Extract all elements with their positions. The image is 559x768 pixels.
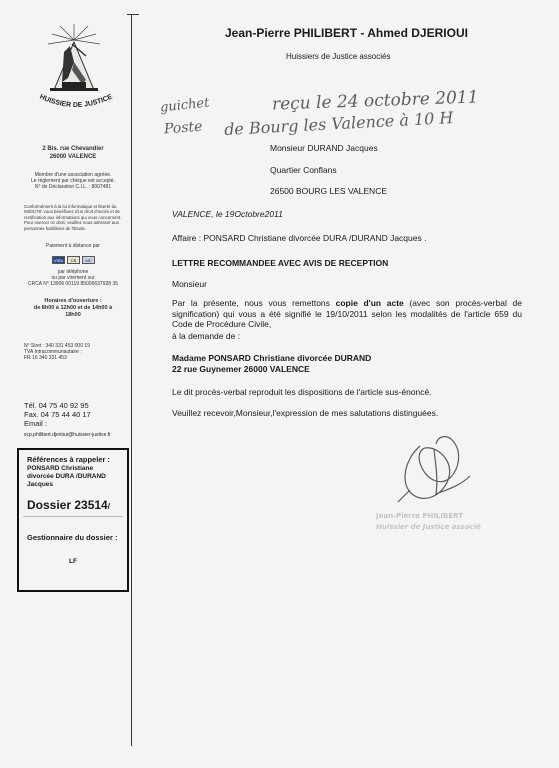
note-line: N° de Déclaration C.I.L. : 8007481 [34,184,112,191]
address-line: 26000 VALENCE [49,153,97,160]
sidebar-divider [131,14,132,746]
id-line: FR 16 340 331 453 [24,355,67,362]
note-line: ou par virement sur [51,275,95,282]
id-line: TVA Intracommunautaire : [24,349,82,356]
reference-name-line: divorcée DURA /DURAND [27,473,106,480]
association-note [16,172,130,191]
party-address: 22 rue Guynemer 26000 VALENCE [172,364,310,374]
affaire-line: Affaire : PONSARD Christiane divorcée DURA /DURAND Jacques . [172,233,427,243]
pv-line: Le dit procès-verbal reproduit les dispositions de l'article sus-énoncé. [172,387,432,397]
note-line: par téléphone [57,269,89,275]
demand-line: à la demande de : [172,331,241,341]
office-title: Jean-Pierre PHILIBERT - Ahmed DJERIOUI [225,26,468,40]
address-line: 2 Bis. rue Chevandier [42,146,104,152]
dossier-text: Dossier 23514 [27,498,108,512]
note-line: Conformément à la loi informatique et liberté du [24,204,117,209]
body-paragraph [172,298,522,330]
note-line: Pour exercer ce droit, veuillez vous adresser aux [24,220,119,226]
cnil-notice [24,204,132,231]
payment-details [16,269,130,288]
sidebar-divider-top [127,14,139,15]
handwritten-guichet: guichet [159,95,211,116]
handwritten-signature [390,420,480,510]
hours-line: de 8h00 à 12h00 et de 14h00 à [33,304,113,311]
letter-date: VALENCE, le 19Octobre2011 [172,209,283,219]
note-line: personnes habilitées de l'Etude. [24,225,87,231]
company-ids [24,343,134,362]
payment-label: Paiement à distance par [46,243,100,249]
reference-box [17,448,129,592]
dossier-number [27,498,110,512]
visa-card-icon: VISA [53,258,64,263]
mastercard-icon: MC [82,256,95,264]
cb-card-icon: CB [67,256,80,264]
email-address[interactable]: scp.philibert.djerioui@huissier-justice.fr [24,432,111,438]
logo-caption [26,90,126,120]
note-line: rectification aux informations qui vous concernent. [24,214,122,220]
note-line: Membre d'une association agréée. [34,172,112,178]
body-intro: Par la présente, nous vous remettons [172,298,336,308]
recipient-name: Monsieur DURAND Jacques [270,143,378,153]
phone-number: Tél. 04 75 40 92 95 [24,401,89,410]
party-name: Madame PONSARD Christiane divorcée DURAND [172,353,372,363]
gestionnaire-label: Gestionnaire du dossier : [27,533,118,542]
reference-name-line: PONSARD Christiane [27,465,94,472]
recipient-city: 26500 BOURG LES VALENCE [270,186,388,196]
letter-subject: LETTRE RECOMMANDEE AVEC AVIS DE RECEPTION [172,258,389,268]
note-line: 06/01/78: vous bénéficiez d'un droit d'accès et de [24,209,120,215]
reference-label: Références à rappeler : [27,455,110,464]
note-line: Le règlement par chèque est accepté. [31,178,115,185]
dossier-mark: / [107,502,110,511]
salutation: Monsieur [172,279,207,289]
closing-line: Veuillez recevoir,Monsieur,l'expression de mes salutations distinguées. [172,408,439,418]
reference-name [27,465,127,489]
gestionnaire-value: LF [69,558,77,565]
email-label: Email : [24,419,47,428]
reference-name-line: Jacques [27,481,54,488]
opening-hours [16,298,130,318]
signature-role: Huissier de Justice associé [376,523,481,531]
id-line: N° Siret : 340 331 453 000 19 [24,343,90,349]
hours-title: Horaires d'ouverture : [44,298,102,304]
signature-name: Jean-Pierre PHILIBERT [376,512,463,520]
fax-number: Fax. 04 75 44 40 17 [24,410,91,419]
handwritten-poste: Poste [163,118,203,138]
office-subtitle: Huissiers de Justice associés [286,52,391,61]
svg-text:HUISSIER DE JUSTICE: HUISSIER DE JUSTICE [38,93,114,110]
hours-line: 18h00 [65,311,81,318]
handwritten-received: reçu le 24 octobre 2011 [271,87,479,115]
handwritten-location: de Bourg les Valence à 10 H [223,108,454,139]
recipient-street: Quartier Conflans [270,165,337,175]
office-address [16,146,130,161]
note-line: CRCA N° 13906 00119 85006637928 35 [27,281,119,288]
body-rest: (avec son procès-verbal de signification) qui vous a été signifié le 19/10/2011 selon les modalités de l'article 659 du Code de Procédure Civile, [172,298,522,329]
body-bold: copie d'un acte [335,298,404,308]
reference-separator [23,516,123,517]
contact-block [24,401,91,428]
payment-cards [52,256,112,264]
